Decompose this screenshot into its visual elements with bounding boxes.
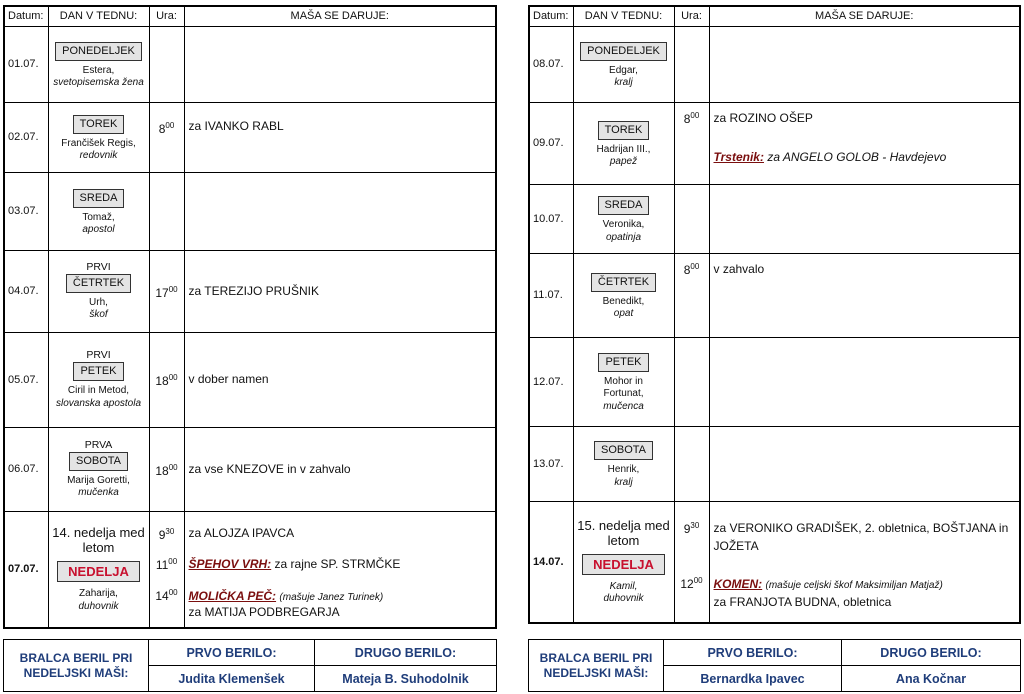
day-label: PONEDELJEK — [580, 42, 667, 61]
sunday-prefix: 15. nedelja med letom — [577, 517, 670, 548]
day-cell — [573, 426, 674, 501]
time-hour: 18 — [155, 463, 169, 478]
day-label: PETEK — [598, 353, 648, 372]
mass-cell — [709, 426, 1020, 501]
place-name: KOMEN: — [713, 576, 763, 591]
mass-intention — [714, 577, 1016, 593]
header-day: DAN V TEDNU: — [573, 6, 674, 26]
day-cell — [573, 501, 674, 623]
mass-cell — [709, 102, 1020, 184]
table-row — [4, 172, 496, 250]
mass-cell — [709, 184, 1020, 253]
first-reader: Judita Klemenšek — [149, 666, 315, 692]
sunday-label: NEDELJA — [582, 554, 665, 575]
saint-title: kralj — [614, 77, 633, 88]
day-label: TOREK — [598, 121, 650, 140]
day-cell — [48, 26, 149, 102]
time-cell — [149, 102, 184, 172]
date-cell: 09.07. — [529, 102, 573, 184]
saint-title: slovanska apostola — [55, 397, 142, 409]
saint-name: Edgar, — [609, 64, 638, 76]
mass-cell — [709, 26, 1020, 102]
saint-title: duhovnik — [78, 600, 119, 612]
mass-cell — [709, 337, 1020, 426]
header-row — [4, 6, 496, 26]
time-cell — [674, 426, 709, 501]
day-prefix: PRVI — [86, 260, 111, 273]
table-row — [529, 426, 1020, 501]
date-cell: 03.07. — [4, 172, 48, 250]
saint-name: Benedikt, — [602, 295, 645, 307]
saint-name: Estera, — [82, 64, 115, 76]
saint-name: Ciril in Metod, — [67, 385, 130, 396]
time-hour: 11 — [155, 557, 169, 572]
second-reader: Mateja B. Suhodolnik — [315, 666, 497, 692]
time-hour: 17 — [155, 285, 169, 300]
place-name: ŠPEHOV VRH: — [188, 556, 272, 571]
day-cell — [48, 511, 149, 628]
date-cell: 06.07. — [4, 427, 48, 511]
second-reading-label: DRUGO BERILO: — [842, 640, 1021, 666]
table-row — [4, 250, 496, 332]
saint-title: opat — [613, 308, 634, 319]
first-reader: Bernardka Ipavec — [664, 666, 842, 692]
saint-title: mučenca — [603, 400, 644, 412]
date-cell: 04.07. — [4, 250, 48, 332]
time-cell — [149, 250, 184, 332]
saint-name: Kamil, — [609, 580, 638, 592]
saint-title: apostol — [82, 224, 115, 235]
day-cell — [48, 102, 149, 172]
saint-name: Hadrijan III., — [596, 143, 651, 155]
header-mass: MAŠA SE DARUJE: — [709, 6, 1020, 26]
time-cell — [674, 337, 709, 426]
day-label: ČETRTEK — [66, 274, 131, 293]
mass-cell: v zahvalo — [709, 253, 1020, 337]
first-reading-label: PRVO BERILO: — [149, 640, 315, 666]
time-cell — [674, 102, 709, 184]
time-slot — [675, 519, 709, 536]
saint-title: papež — [609, 156, 638, 167]
mass-note: (mašuje Janez Turinek) — [279, 591, 384, 603]
time-cell — [149, 26, 184, 102]
header-time: Ura: — [149, 6, 184, 26]
time-hour: 9 — [158, 527, 166, 542]
date-cell: 07.07. — [4, 511, 48, 628]
mass-intention: za VERONIKO GRADIŠEK, 2. obletnica, BOŠTJANA in JOŽETA — [713, 520, 1009, 553]
time-cell — [149, 172, 184, 250]
mass-intention: za ALOJZA IPAVCA — [188, 525, 295, 540]
day-label: SOBOTA — [594, 441, 653, 460]
day-cell — [573, 102, 674, 184]
mass-text: za rajne SP. STRMČKE — [274, 556, 401, 571]
mass-cell: za vse KNEZOVE in v zahvalo — [184, 427, 496, 511]
mass-cell — [184, 172, 496, 250]
sunday-prefix: 14. nedelja med letom — [52, 525, 145, 555]
saint-name: Zaharija, — [79, 588, 118, 599]
day-label: ČETRTEK — [591, 273, 656, 292]
time-minute: 00 — [168, 373, 178, 382]
mass-intention — [189, 589, 492, 605]
first-reading-label: PRVO BERILO: — [664, 640, 842, 666]
saint-name: Henrik, — [607, 464, 640, 475]
time-minute: 30 — [165, 526, 175, 536]
table-row — [529, 337, 1020, 426]
table-row — [529, 102, 1020, 184]
mass-cell: za TEREZIJO PRUŠNIK — [184, 250, 496, 332]
left-readers-table — [3, 639, 497, 692]
header-row — [529, 6, 1020, 26]
time-hour: 18 — [155, 374, 169, 388]
time-cell — [149, 332, 184, 427]
day-cell — [48, 332, 149, 427]
time-cell — [674, 26, 709, 102]
mass-intention — [714, 150, 1016, 165]
sunday-label: NEDELJA — [57, 561, 140, 582]
day-cell — [48, 250, 149, 332]
table-row — [4, 102, 496, 172]
time-cell — [674, 184, 709, 253]
table-row — [4, 332, 496, 427]
day-cell — [573, 337, 674, 426]
readers-label: BRALCA BERIL PRI NEDELJSKI MAŠI: — [4, 640, 149, 692]
sunday-row — [529, 501, 1020, 623]
time-hour: 8 — [683, 262, 691, 277]
time-minute: 00 — [165, 120, 175, 130]
day-cell — [573, 253, 674, 337]
day-cell — [48, 172, 149, 250]
saint-title: škof — [89, 309, 108, 320]
date-cell: 13.07. — [529, 426, 573, 501]
time-minute: 00 — [690, 110, 700, 120]
date-cell: 01.07. — [4, 26, 48, 102]
day-label: SREDA — [73, 189, 125, 208]
second-reading-label: DRUGO BERILO: — [315, 640, 497, 666]
header-day: DAN V TEDNU: — [48, 6, 149, 26]
mass-text: za MATIJA PODBREGARJA — [188, 604, 340, 619]
time-cell — [674, 253, 709, 337]
time-minute: 00 — [690, 261, 700, 271]
table-row — [529, 184, 1020, 253]
saint-title: duhovnik — [603, 593, 644, 604]
time-slot — [150, 525, 184, 542]
time-minute: 30 — [690, 520, 700, 530]
second-reader: Ana Kočnar — [842, 666, 1021, 692]
date-cell: 08.07. — [529, 26, 573, 102]
time-hour: 8 — [683, 111, 691, 126]
saint-name: Mohor in Fortunat, — [603, 375, 644, 400]
time-hour: 9 — [683, 521, 691, 536]
time-minute: 00 — [168, 462, 178, 472]
time-minute: 00 — [168, 284, 178, 294]
day-cell — [573, 26, 674, 102]
day-prefix: PRVA — [84, 438, 113, 451]
table-row — [529, 253, 1020, 337]
mass-cell — [184, 511, 496, 628]
time-cell — [149, 427, 184, 511]
left-schedule-table — [3, 5, 497, 629]
saint-title: mučenka — [78, 487, 119, 498]
saint-title: svetopisemska žena — [53, 77, 144, 88]
header-mass: MAŠA SE DARUJE: — [184, 6, 496, 26]
mass-cell — [184, 26, 496, 102]
time-hour: 14 — [155, 588, 169, 603]
day-label: PONEDELJEK — [55, 42, 142, 61]
mass-text: za ANGELO GOLOB - Havdejevo — [767, 149, 947, 164]
place-name: MOLIČKA PEČ: — [188, 588, 277, 603]
mass-cell: v dober namen — [184, 332, 496, 427]
saint-name: Urh, — [89, 296, 108, 308]
header-time: Ura: — [674, 6, 709, 26]
mass-text: za FRANJOTA BUDNA, obletnica — [713, 594, 892, 609]
mass-cell: za IVANKO RABL — [184, 102, 496, 172]
time-minute: 00 — [693, 575, 703, 585]
day-label: TOREK — [73, 115, 125, 134]
right-readers-table — [528, 639, 1021, 692]
saint-name: Marija Goretti, — [67, 474, 130, 486]
time-minute: 00 — [168, 556, 178, 566]
time-hour: 8 — [158, 121, 166, 136]
sunday-row — [4, 511, 496, 628]
date-cell: 10.07. — [529, 184, 573, 253]
table-row — [529, 26, 1020, 102]
day-cell — [573, 184, 674, 253]
time-cell — [674, 501, 709, 623]
date-cell: 12.07. — [529, 337, 573, 426]
saint-name: Veronika, — [602, 219, 645, 230]
saint-name: Frančišek Regis, — [61, 137, 136, 149]
right-schedule-table — [528, 5, 1021, 624]
day-cell — [48, 427, 149, 511]
saint-name: Tomaž, — [82, 211, 115, 223]
time-hour: 12 — [680, 576, 694, 591]
mass-cell — [709, 501, 1020, 623]
place-name: Trstenik: — [713, 149, 764, 164]
saint-title: redovnik — [79, 150, 118, 161]
date-cell: 02.07. — [4, 102, 48, 172]
header-date: Datum: — [4, 6, 48, 26]
saint-title: opatinja — [605, 231, 642, 243]
time-slot — [150, 555, 184, 572]
header-date: Datum: — [529, 6, 573, 26]
time-slot — [675, 574, 709, 591]
readers-label: BRALCA BERIL PRI NEDELJSKI MAŠI: — [529, 640, 664, 692]
saint-title: kralj — [614, 476, 633, 488]
table-row — [4, 26, 496, 102]
mass-intention: za ROZINO OŠEP — [713, 110, 813, 125]
date-cell: 05.07. — [4, 332, 48, 427]
day-prefix: PRVI — [86, 349, 111, 361]
day-label: SOBOTA — [69, 452, 128, 471]
mass-note: (mašuje celjski škof Maksimiljan Matjaž) — [765, 579, 943, 591]
time-cell — [149, 511, 184, 628]
day-label: SREDA — [598, 196, 650, 215]
mass-intention — [189, 557, 492, 572]
table-row — [4, 427, 496, 511]
time-slot — [150, 586, 184, 603]
time-minute: 00 — [168, 587, 178, 597]
date-cell: 11.07. — [529, 253, 573, 337]
date-cell: 14.07. — [529, 501, 573, 623]
day-label: PETEK — [73, 362, 123, 381]
